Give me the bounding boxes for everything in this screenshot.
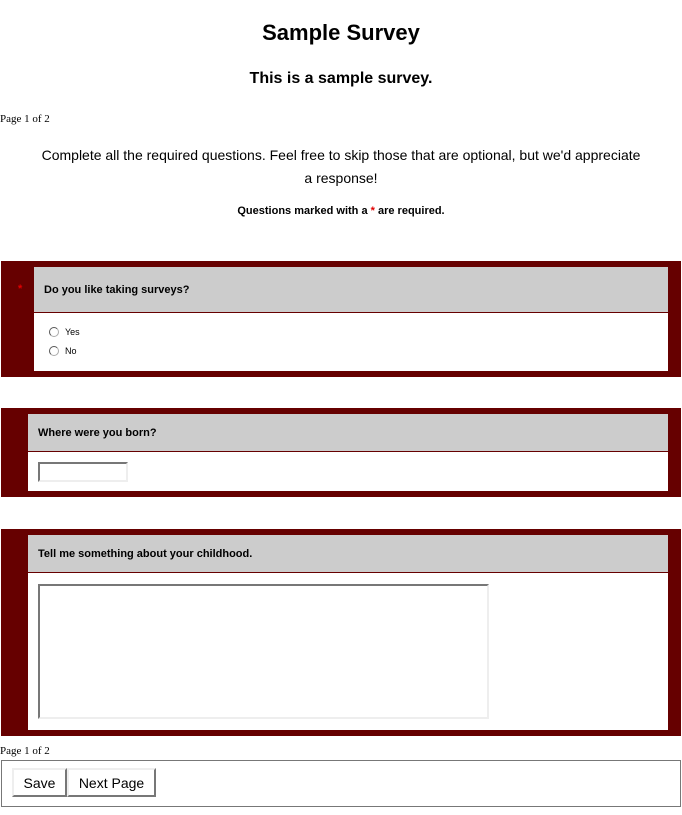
question-1-panel — [34, 267, 668, 371]
survey-instructions: Complete all the required questions. Feel free to skip those that are optional, but we'd appreciate a response! — [41, 147, 641, 186]
required-note-before: Questions marked with a — [237, 205, 371, 217]
page-indicator-bottom: Page 1 of 2 — [0, 745, 50, 757]
radio-no[interactable] — [49, 346, 59, 356]
option-yes-label[interactable]: Yes — [65, 326, 80, 337]
next-page-button[interactable]: Next Page — [67, 768, 156, 797]
question-1-options — [34, 313, 668, 360]
survey-title: Sample Survey — [262, 20, 420, 45]
question-2-panel — [28, 414, 668, 491]
radio-yes[interactable] — [49, 327, 59, 337]
option-no-label[interactable]: No — [65, 345, 77, 356]
birthplace-input[interactable] — [38, 462, 128, 482]
question-block-3 — [1, 529, 681, 736]
page-indicator-top: Page 1 of 2 — [0, 113, 50, 125]
question-2-label: Where were you born? — [28, 414, 668, 452]
save-button[interactable]: Save — [12, 768, 67, 797]
question-1-label: Do you like taking surveys? — [34, 267, 668, 313]
question-3-panel — [28, 535, 668, 730]
required-star-icon: * — [18, 283, 23, 295]
childhood-textarea[interactable] — [38, 584, 489, 719]
question-3-label: Tell me something about your childhood. — [28, 535, 668, 573]
required-note — [0, 205, 682, 217]
option-yes[interactable] — [49, 322, 668, 341]
form-actions — [1, 760, 681, 807]
required-star-icon: * — [370, 205, 375, 217]
required-note-after: are required. — [374, 205, 445, 217]
survey-subtitle: This is a sample survey. — [249, 70, 433, 87]
question-block-1 — [1, 261, 681, 377]
option-no[interactable] — [49, 341, 668, 360]
question-block-2 — [1, 408, 681, 497]
